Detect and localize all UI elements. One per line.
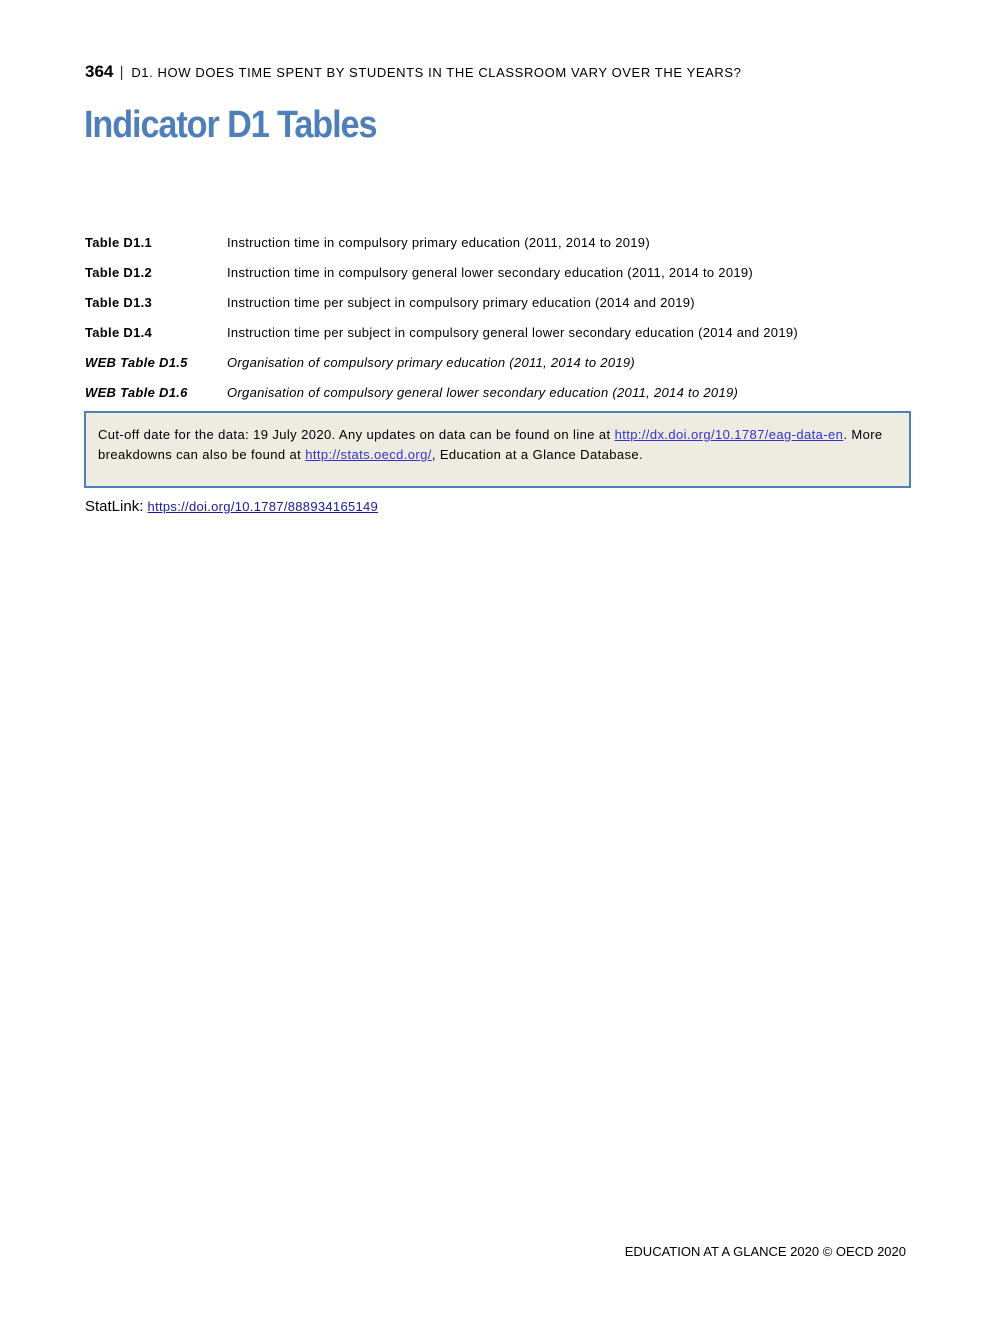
table-row-d1-2	[85, 265, 915, 295]
note-text-2: . More breakdowns can also be found at	[98, 427, 883, 462]
table-description: Instruction time in compulsory general lower secondary education (2011, 2014 to 2019)	[227, 265, 754, 280]
table-row-d1-5	[85, 355, 915, 385]
table-label: WEB Table D1.6	[85, 385, 188, 400]
tables-list	[85, 235, 915, 415]
table-description: Instruction time in compulsory primary education (2011, 2014 to 2019)	[227, 235, 650, 250]
running-header	[85, 62, 741, 82]
statlink	[85, 498, 378, 515]
eag-data-link[interactable]: http://dx.doi.org/10.1787/eag-data-en	[614, 427, 844, 442]
table-row-d1-1	[85, 235, 915, 265]
table-description: Instruction time per subject in compulsory general lower secondary education (2014 and 2019)	[227, 325, 799, 340]
table-description: Instruction time per subject in compulsory primary education (2014 and 2019)	[227, 295, 695, 310]
table-row-d1-3	[85, 295, 915, 325]
page-footer: EDUCATION AT A GLANCE 2020 © OECD 2020	[624, 1244, 906, 1259]
statlink-url[interactable]: https://doi.org/10.1787/888934165149	[147, 499, 379, 514]
table-label: Table D1.3	[85, 295, 153, 310]
page-number: 364	[85, 62, 114, 81]
note-text-3: , Education at a Glance Database.	[431, 447, 644, 462]
table-description: Organisation of compulsory primary education (2011, 2014 to 2019)	[227, 355, 636, 370]
table-label: Table D1.1	[85, 235, 153, 250]
header-separator: |	[119, 64, 125, 81]
table-label: Table D1.4	[85, 325, 153, 340]
data-cutoff-note	[84, 411, 911, 488]
table-label: WEB Table D1.5	[85, 355, 188, 370]
note-text-1: Cut-off date for the data: 19 July 2020. Any updates on data can be found on line at	[98, 427, 615, 442]
oecd-stats-link[interactable]: http://stats.oecd.org/	[305, 447, 432, 462]
page-title: Indicator D1 Tables	[84, 104, 377, 146]
statlink-label: StatLink:	[85, 498, 144, 515]
table-row-d1-4	[85, 325, 915, 355]
table-label: Table D1.2	[85, 265, 153, 280]
table-description: Organisation of compulsory general lower secondary education (2011, 2014 to 2019)	[227, 385, 739, 400]
chapter-title: D1. HOW DOES TIME SPENT BY STUDENTS IN THE CLASSROOM VARY OVER THE YEARS?	[131, 65, 742, 80]
